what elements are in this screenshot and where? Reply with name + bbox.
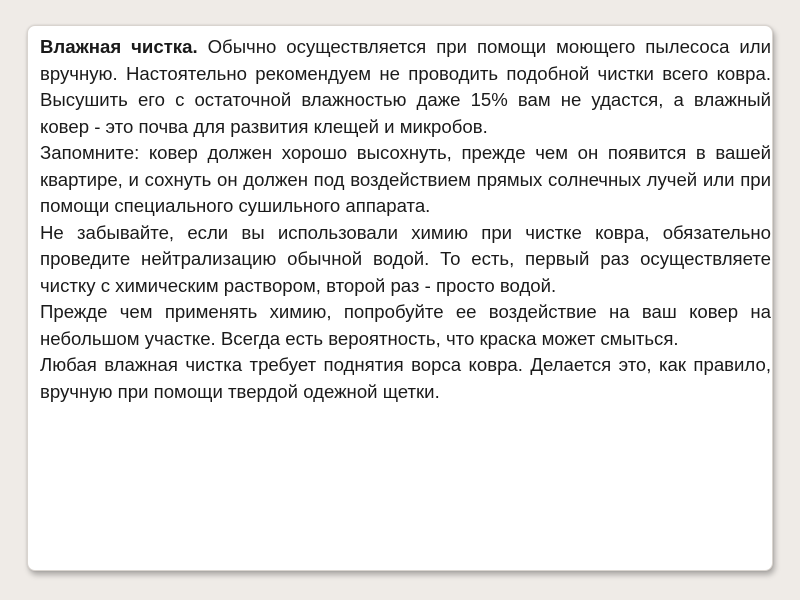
paragraph-text: Прежде чем применять химию, попробуйте ее воздействие на ваш ковер на небольшом участке. Всегда есть вероятность, что краска может смыться. [40, 301, 771, 349]
paragraph-text: Обычно осуществляется при помощи моющего пылесоса или вручную. Настоятельно рекомендуем не проводить подобной чистки всего ковра. Высушить его с остаточной влажностью даже 15% вам не удастся, а влажный ковер - это почва для развития клещей и микробов. [40, 36, 771, 137]
paragraph-test-chemicals [40, 299, 771, 352]
paragraph-text: Любая влажная чистка требует поднятия ворса ковра. Делается это, как правило, вручную при помощи твердой одежной щетки. [40, 354, 771, 402]
slide-card [27, 25, 773, 571]
slide-text-body [40, 34, 771, 405]
paragraph-pile-raising [40, 352, 771, 405]
paragraph-drying [40, 140, 771, 220]
paragraph-neutralization [40, 220, 771, 300]
paragraph-text: Не забывайте, если вы использовали химию при чистке ковра, обязательно проведите нейтрализацию обычной водой. То есть, первый раз осуществляете чистку с химическим раствором, второй раз - просто водой. [40, 221, 771, 296]
paragraph-text: Запомните: ковер должен хорошо высохнуть, прежде чем он появится в вашей квартире, и сохнуть он должен под воздействием прямых солнечных лучей или при помощи специального сушильного аппарата. [40, 142, 771, 216]
paragraph-wet-cleaning [40, 34, 771, 140]
paragraph-lead-heading: Влажная чистка. [40, 36, 198, 57]
